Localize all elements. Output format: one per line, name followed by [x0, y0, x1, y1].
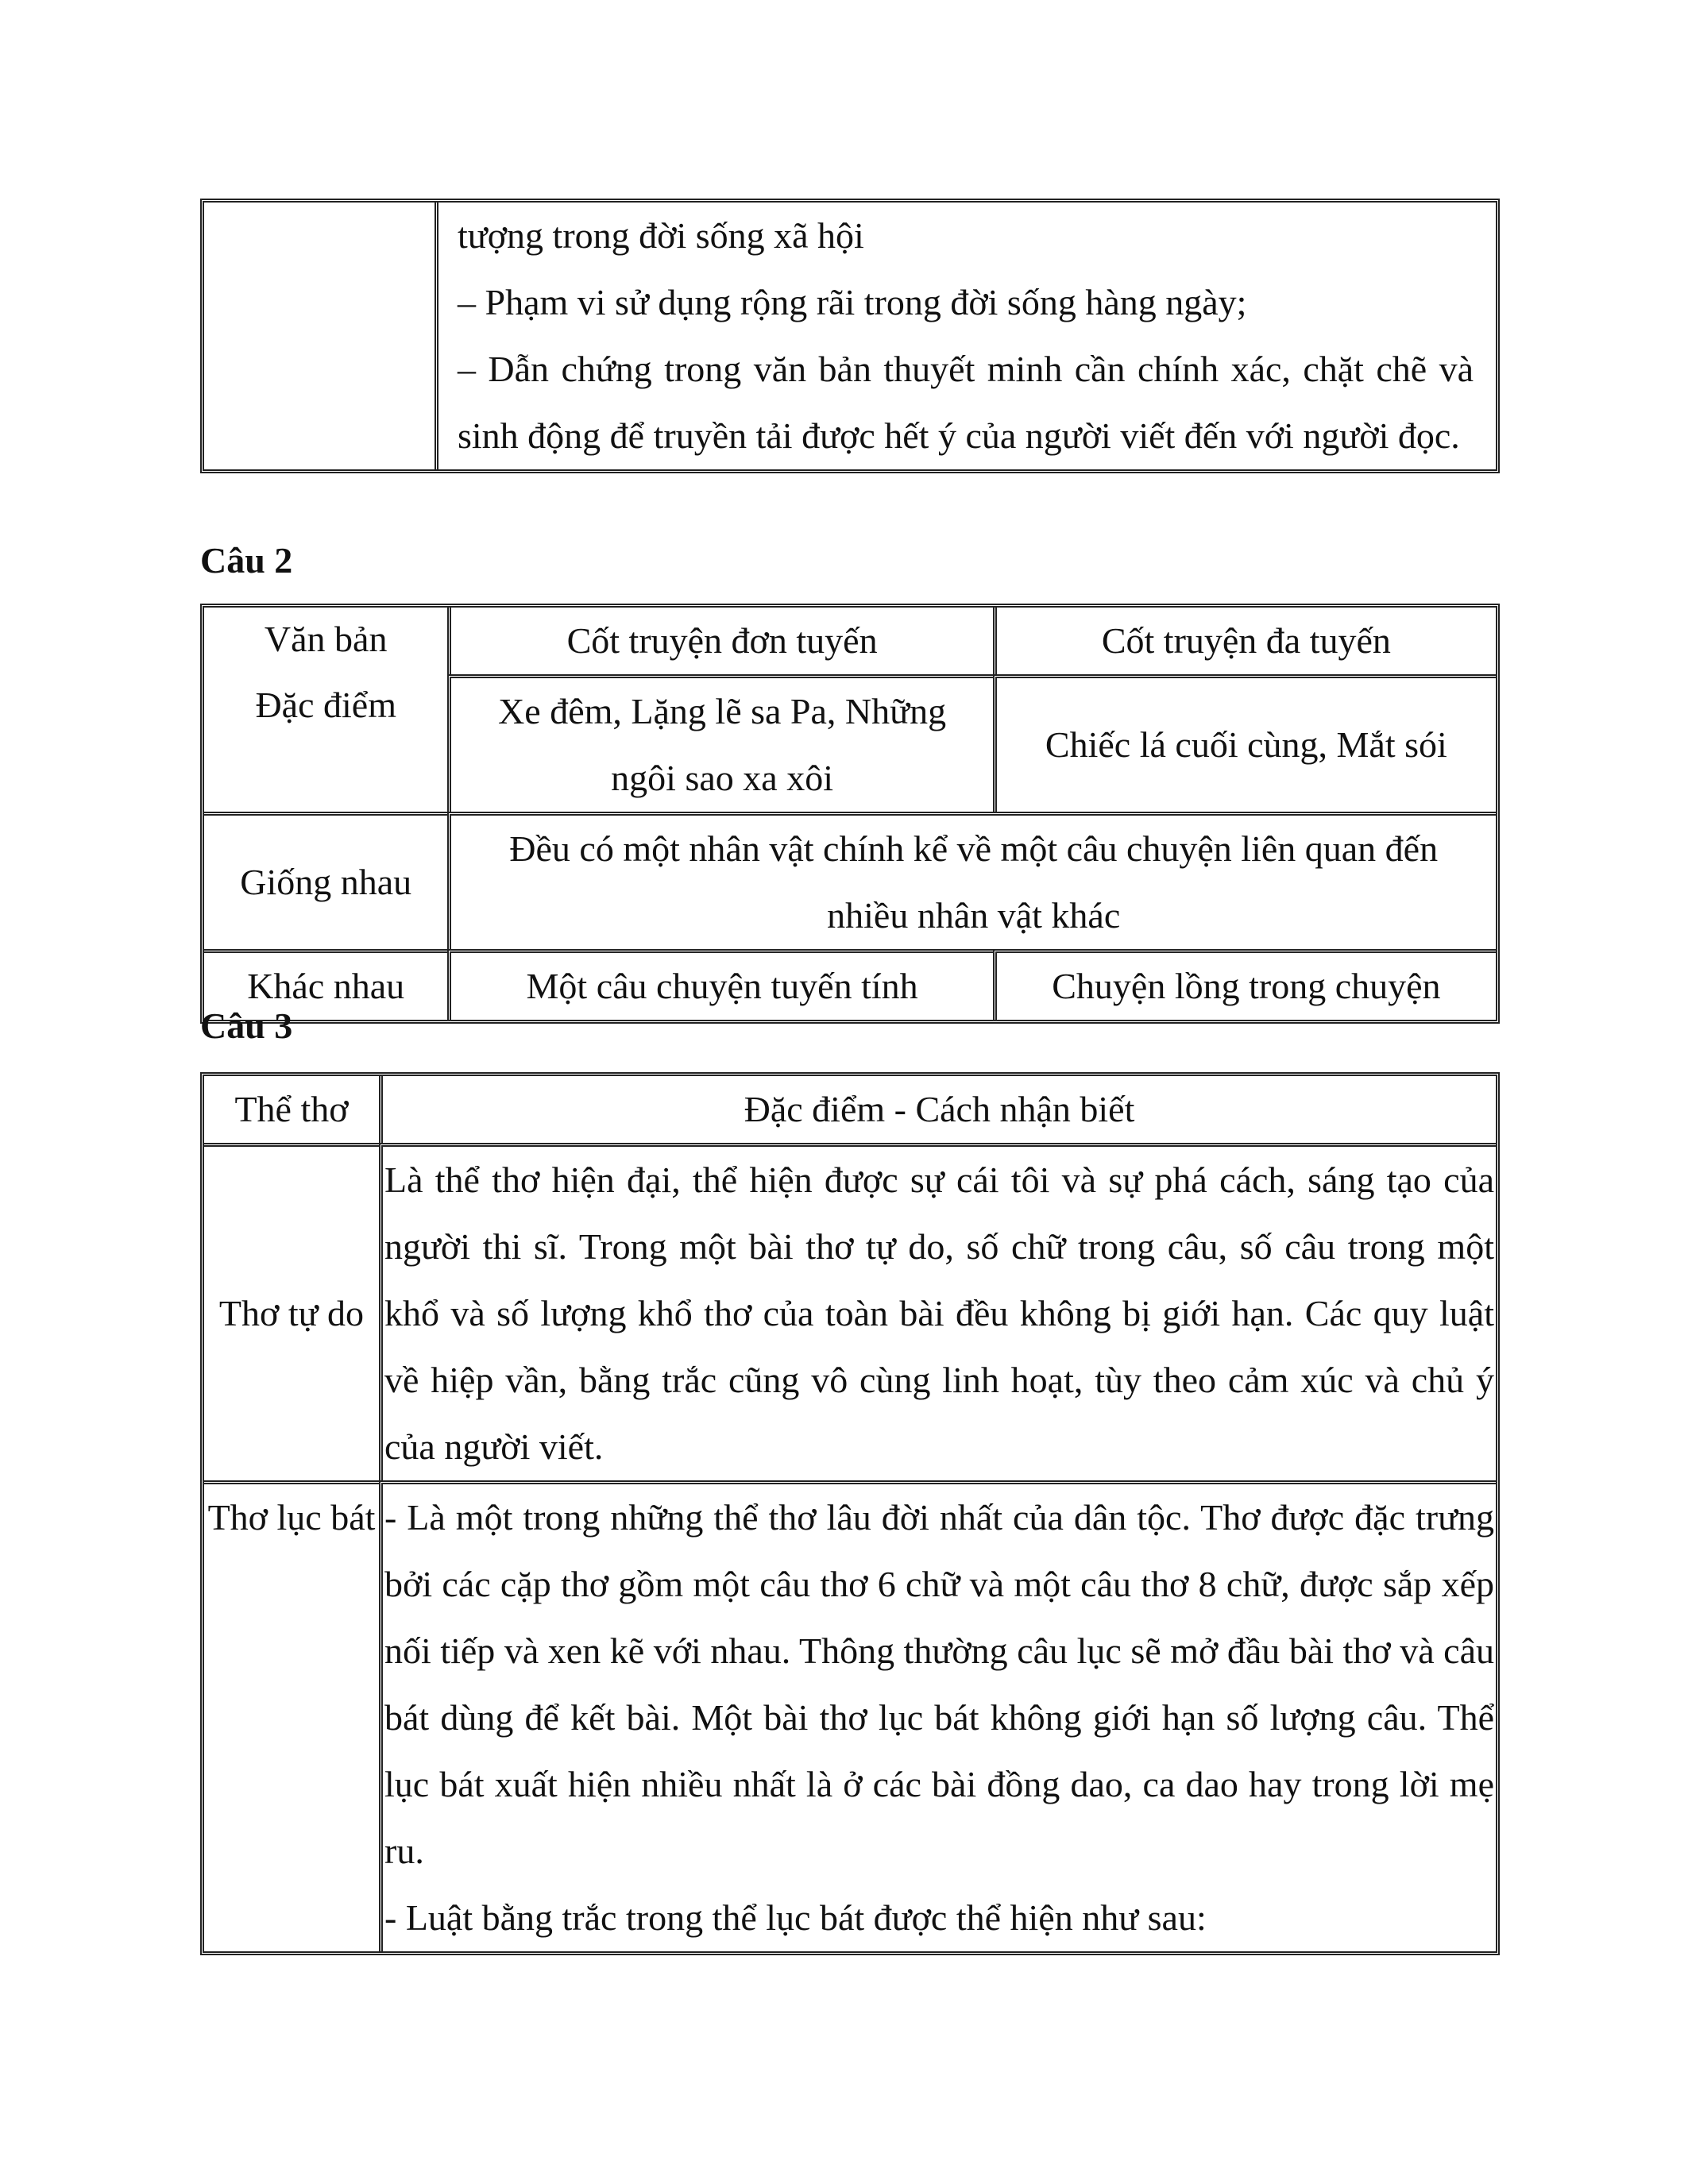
table-row	[204, 1143, 1496, 1480]
row-label: Thơ lục bát	[204, 1480, 379, 1951]
text-paragraph: – Dẫn chứng trong văn bản thuyết minh cần chính xác, chặt chẽ và sinh động để truyền tải được hết ý của người viết đến với người đọc.	[458, 349, 1474, 456]
column-header: Cốt truyện đơn tuyến	[447, 608, 992, 674]
text-paragraph: - Luật bằng trắc trong thể lục bát được thể hiện như sau:	[384, 1897, 1207, 1938]
table-cell: Chuyện lồng trong chuyện	[993, 949, 1496, 1020]
corner-top-label: Văn bản	[264, 619, 388, 659]
table-row	[204, 1480, 1496, 1951]
column-header: Đặc điểm - Cách nhận biết	[379, 1076, 1496, 1143]
table-row	[204, 1076, 1496, 1143]
poetry-forms-table	[200, 1072, 1500, 1955]
text-paragraph: Là thể thơ hiện đại, thể hiện được sự cái tôi và sự phá cách, sáng tạo của người thi sĩ. Trong một bài thơ tự do, số chữ trong câu, số câu trong một khổ và số lượng khổ thơ của toàn bài đều không bị giới hạn. Các quy luật về hiệp vần, bằng trắc cũng vô cùng linh hoạt, tùy theo cảm xúc và chủ ý của người viết.	[384, 1160, 1494, 1467]
section-heading: Câu 3	[200, 1005, 293, 1046]
table-row	[204, 949, 1496, 1020]
corner-bottom-label: Đặc điểm	[255, 685, 396, 725]
row-label: Giống nhau	[204, 812, 447, 949]
text-paragraph: - Là một trong những thể thơ lâu đời nhất của dân tộc. Thơ được đặc trưng bởi các cặp thơ gồm một câu thơ 6 chữ và một câu thơ 8 chữ, được sắp xếp nối tiếp và xen kẽ với nhau. Thông thường câu lục sẽ mở đầu bài thơ và câu bát dùng để kết bài. Một bài thơ lục bát không giới hạn số lượng câu. Thể lục bát xuất hiện nhiều nhất là ở các bài đồng dao, ca dao hay trong lời mẹ ru.	[384, 1497, 1494, 1871]
row-label: Thơ tự do	[204, 1143, 379, 1480]
examples-cell: Chiếc lá cuối cùng, Mắt sói	[993, 674, 1496, 812]
section-heading: Câu 2	[200, 540, 293, 581]
description-cell	[379, 1480, 1496, 1951]
text-line: – Phạm vi sử dụng rộng rãi trong đời sống hàng ngày;	[458, 282, 1247, 322]
empty-cell	[204, 203, 435, 469]
description-cell	[379, 1143, 1496, 1480]
column-header: Thể thơ	[234, 1089, 349, 1129]
table-row	[204, 203, 1496, 469]
examples-cell: Xe đêm, Lặng lẽ sa Pa, Những ngôi sao xa xôi	[447, 674, 992, 812]
corner-cell	[204, 608, 447, 812]
row-label: Khác nhau	[204, 949, 447, 1020]
continuation-table	[200, 199, 1500, 473]
table-cell: Một câu chuyện tuyến tính	[447, 949, 992, 1020]
text-line: tượng trong đời sống xã hội	[458, 215, 864, 256]
content-cell	[435, 203, 1496, 469]
table-row	[204, 812, 1496, 949]
plot-comparison-table	[200, 604, 1500, 1024]
merged-cell: Đều có một nhân vật chính kể về một câu chuyện liên quan đến nhiều nhân vật khác	[447, 812, 1496, 949]
table-row	[204, 608, 1496, 674]
column-header: Cốt truyện đa tuyến	[993, 608, 1496, 674]
